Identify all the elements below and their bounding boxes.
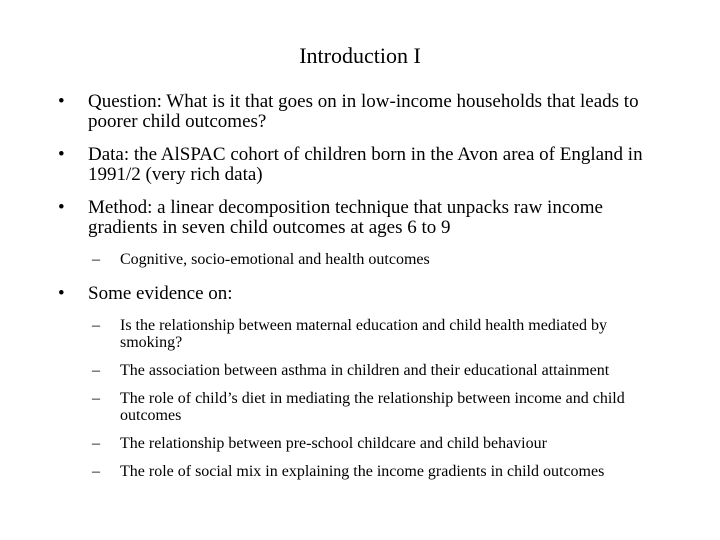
bullet-text: Some evidence on: <box>88 283 233 304</box>
bullet-question <box>58 92 668 132</box>
sub-item-text: The role of social mix in explaining the income gradients in child outcomes <box>120 463 605 480</box>
sub-item-text: The role of child’s diet in mediating the relationship between income and child outcomes <box>120 390 625 424</box>
sub-item <box>92 390 668 424</box>
bullet-marker: • <box>58 197 65 218</box>
dash-marker: – <box>92 251 100 268</box>
dash-marker: – <box>92 390 100 407</box>
sub-item <box>92 317 668 351</box>
sub-item <box>92 251 668 268</box>
sub-list-method <box>58 251 668 268</box>
bullet-marker: • <box>58 91 65 112</box>
bullet-list <box>58 92 668 496</box>
sub-item <box>92 463 668 480</box>
sub-item-text: Is the relationship between maternal education and child health mediated by smoking? <box>120 317 607 351</box>
sub-item-text: The association between asthma in children and their educational attainment <box>120 362 610 379</box>
sub-item <box>92 362 668 379</box>
slide-title: Introduction I <box>299 43 421 68</box>
bullet-data <box>58 145 668 185</box>
dash-marker: – <box>92 317 100 334</box>
bullet-marker: • <box>58 144 65 165</box>
dash-marker: – <box>92 463 100 480</box>
bullet-evidence <box>58 284 668 304</box>
dash-marker: – <box>92 362 100 379</box>
sub-list-evidence <box>58 317 668 480</box>
bullet-text: Data: the AlSPAC cohort of children born in the Avon area of England in 1991/2 (very rich data) <box>88 144 643 185</box>
bullet-text: Method: a linear decomposition technique that unpacks raw income gradients in seven child outcomes at ages 6 to 9 <box>88 197 603 238</box>
bullet-marker: • <box>58 283 65 304</box>
sub-item <box>92 435 668 452</box>
bullet-method <box>58 198 668 238</box>
bullet-text: Question: What is it that goes on in low-income households that leads to poorer child outcomes? <box>88 91 639 132</box>
dash-marker: – <box>92 435 100 452</box>
sub-item-text: Cognitive, socio-emotional and health outcomes <box>120 251 430 268</box>
sub-item-text: The relationship between pre-school childcare and child behaviour <box>120 435 547 452</box>
